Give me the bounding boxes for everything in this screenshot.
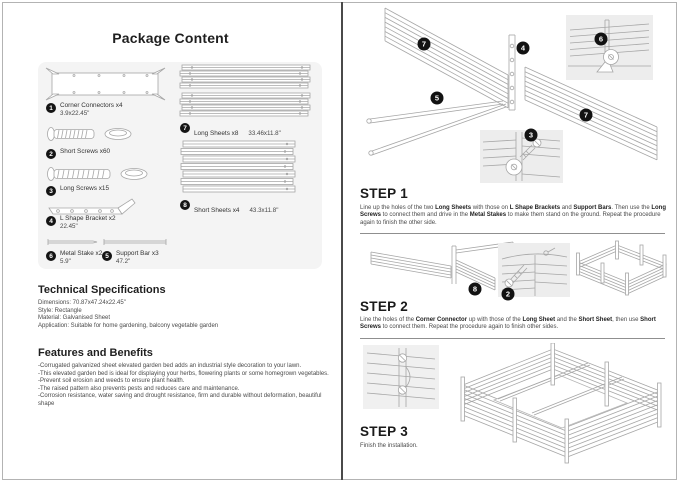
package-item-corner-connectors (46, 102, 123, 118)
package-item-support-bar (102, 250, 159, 266)
item-number-badge: 2 (46, 149, 56, 159)
callout-l-bracket: 4 (517, 42, 530, 55)
features-list (38, 363, 338, 409)
feature-bullet: -Corrugated galvanized sheet elevated garden bed adds an industrial style decoration to your lawn. (38, 363, 302, 369)
callout-short-screw: 2 (502, 288, 515, 301)
page-title: Package Content (112, 30, 229, 46)
item-number-badge: 4 (46, 216, 56, 226)
item-number-badge: 7 (180, 123, 190, 133)
corner-connector-drawing (44, 66, 168, 102)
spec-dimensions: Dimensions: 70.87x47.24x22.45" (38, 300, 126, 306)
step3-text: Finish the installation. (360, 443, 418, 449)
step1-diagram (363, 4, 669, 184)
item-label: Metal Stake x2 (60, 250, 103, 257)
l-bracket-center (509, 35, 515, 110)
tech-specs-heading: Technical Specifications (38, 284, 166, 296)
step2-heading: STEP 2 (360, 299, 409, 314)
item-label: Short Screws x60 (60, 148, 111, 155)
package-item-short-screws (46, 148, 110, 159)
item-number-badge: 3 (46, 186, 56, 196)
item-number-badge: 5 (102, 251, 112, 261)
item-label: Short Sheets x4 (194, 207, 240, 214)
spec-application: Application: Suitable for home gardening, balcony vegetable garden (38, 322, 219, 329)
step2-text: Line the holes of the Corner Connector up with those of the Long Sheet and the Short Sheet, then use Short Screws to connect them. Repeat the procedure again to finish other sides. (360, 317, 656, 331)
long-sheet-left (385, 8, 508, 108)
item-size: 22.45" (60, 223, 78, 230)
long-sheets-drawing (178, 64, 314, 120)
item-label: Long Screws x15 (60, 185, 110, 192)
item-size: 43.3x11.8" (249, 207, 279, 214)
package-item-l-shape-bracket (46, 215, 116, 231)
step2-diagram (363, 240, 669, 298)
spec-style: Style: Rectangle (38, 307, 82, 314)
item-number-badge: 6 (46, 251, 56, 261)
step2-divider (360, 338, 665, 339)
step1-heading: STEP 1 (360, 186, 409, 201)
callout-long-sheet-2: 7 (580, 109, 593, 122)
metal-stake-inset (566, 15, 653, 80)
step1-divider (360, 233, 665, 234)
short-screw-drawing (46, 124, 138, 144)
page-divider (341, 2, 343, 480)
package-item-metal-stake (46, 250, 102, 266)
spec-material: Material: Galvanised Sheet (38, 315, 111, 322)
item-number-badge: 8 (180, 200, 190, 210)
assembled-frame (577, 241, 667, 295)
feature-bullet: -This elevated garden bed is ideal for displaying your herbs, flowering plants or some homegrown vegetables. (38, 370, 329, 377)
item-label: L Shape Bracket x2 (60, 215, 116, 222)
short-sheets-drawing (180, 140, 298, 196)
package-item-long-screws (46, 185, 109, 196)
package-content-panel (38, 62, 322, 269)
package-item-long-sheets (180, 122, 281, 140)
callout-long-screw: 3 (525, 129, 538, 142)
step1-text: Line up the holes of the two Long Sheets with those on L Shape Brackets and Support Bars. Then use the Long Screws to connect them and drive in the Metal Stakes to make them stand on the ground. Repeat the procedure again to finish the other side. (360, 205, 666, 226)
finished-bed (461, 343, 661, 463)
feature-bullet: -Prevent soil erosion and weeds to ensure plant health. (38, 378, 185, 385)
step3-heading: STEP 3 (360, 424, 409, 439)
metal-stake-drawing (46, 238, 98, 246)
item-size: 47.2" (116, 258, 131, 265)
callout-support-bar: 5 (431, 92, 444, 105)
item-label: Support Bar x3 (116, 250, 159, 257)
support-bar-drawing (102, 238, 168, 246)
feature-bullet: -The raised pattern also prevents pests and reduces care and maintenance. (38, 385, 240, 392)
long-screw-inset (480, 130, 563, 183)
tech-specs-list (38, 300, 338, 330)
long-screw-drawing (46, 164, 150, 184)
item-size: 33.46x11.8" (248, 130, 281, 137)
item-label: Long Sheets x8 (194, 130, 239, 137)
step3-diagram (363, 343, 669, 475)
features-heading: Features and Benefits (38, 347, 153, 359)
callout-long-sheet: 7 (418, 38, 431, 51)
item-label: Corner Connectors x4 (60, 102, 123, 109)
item-size: 3.9x22.45" (60, 110, 90, 117)
corner-assembly (371, 242, 513, 290)
callout-short-sheet: 8 (469, 283, 482, 296)
item-number-badge: 1 (46, 103, 56, 113)
feature-bullet: -Corrosion resistance, water saving and drought resistance, firm and durable without deformation, beautiful shape (38, 393, 322, 407)
corner-connector-inset (363, 345, 439, 409)
callout-metal-stake: 6 (595, 33, 608, 46)
package-item-short-sheets (180, 199, 278, 217)
item-size: 5.9" (60, 258, 71, 265)
